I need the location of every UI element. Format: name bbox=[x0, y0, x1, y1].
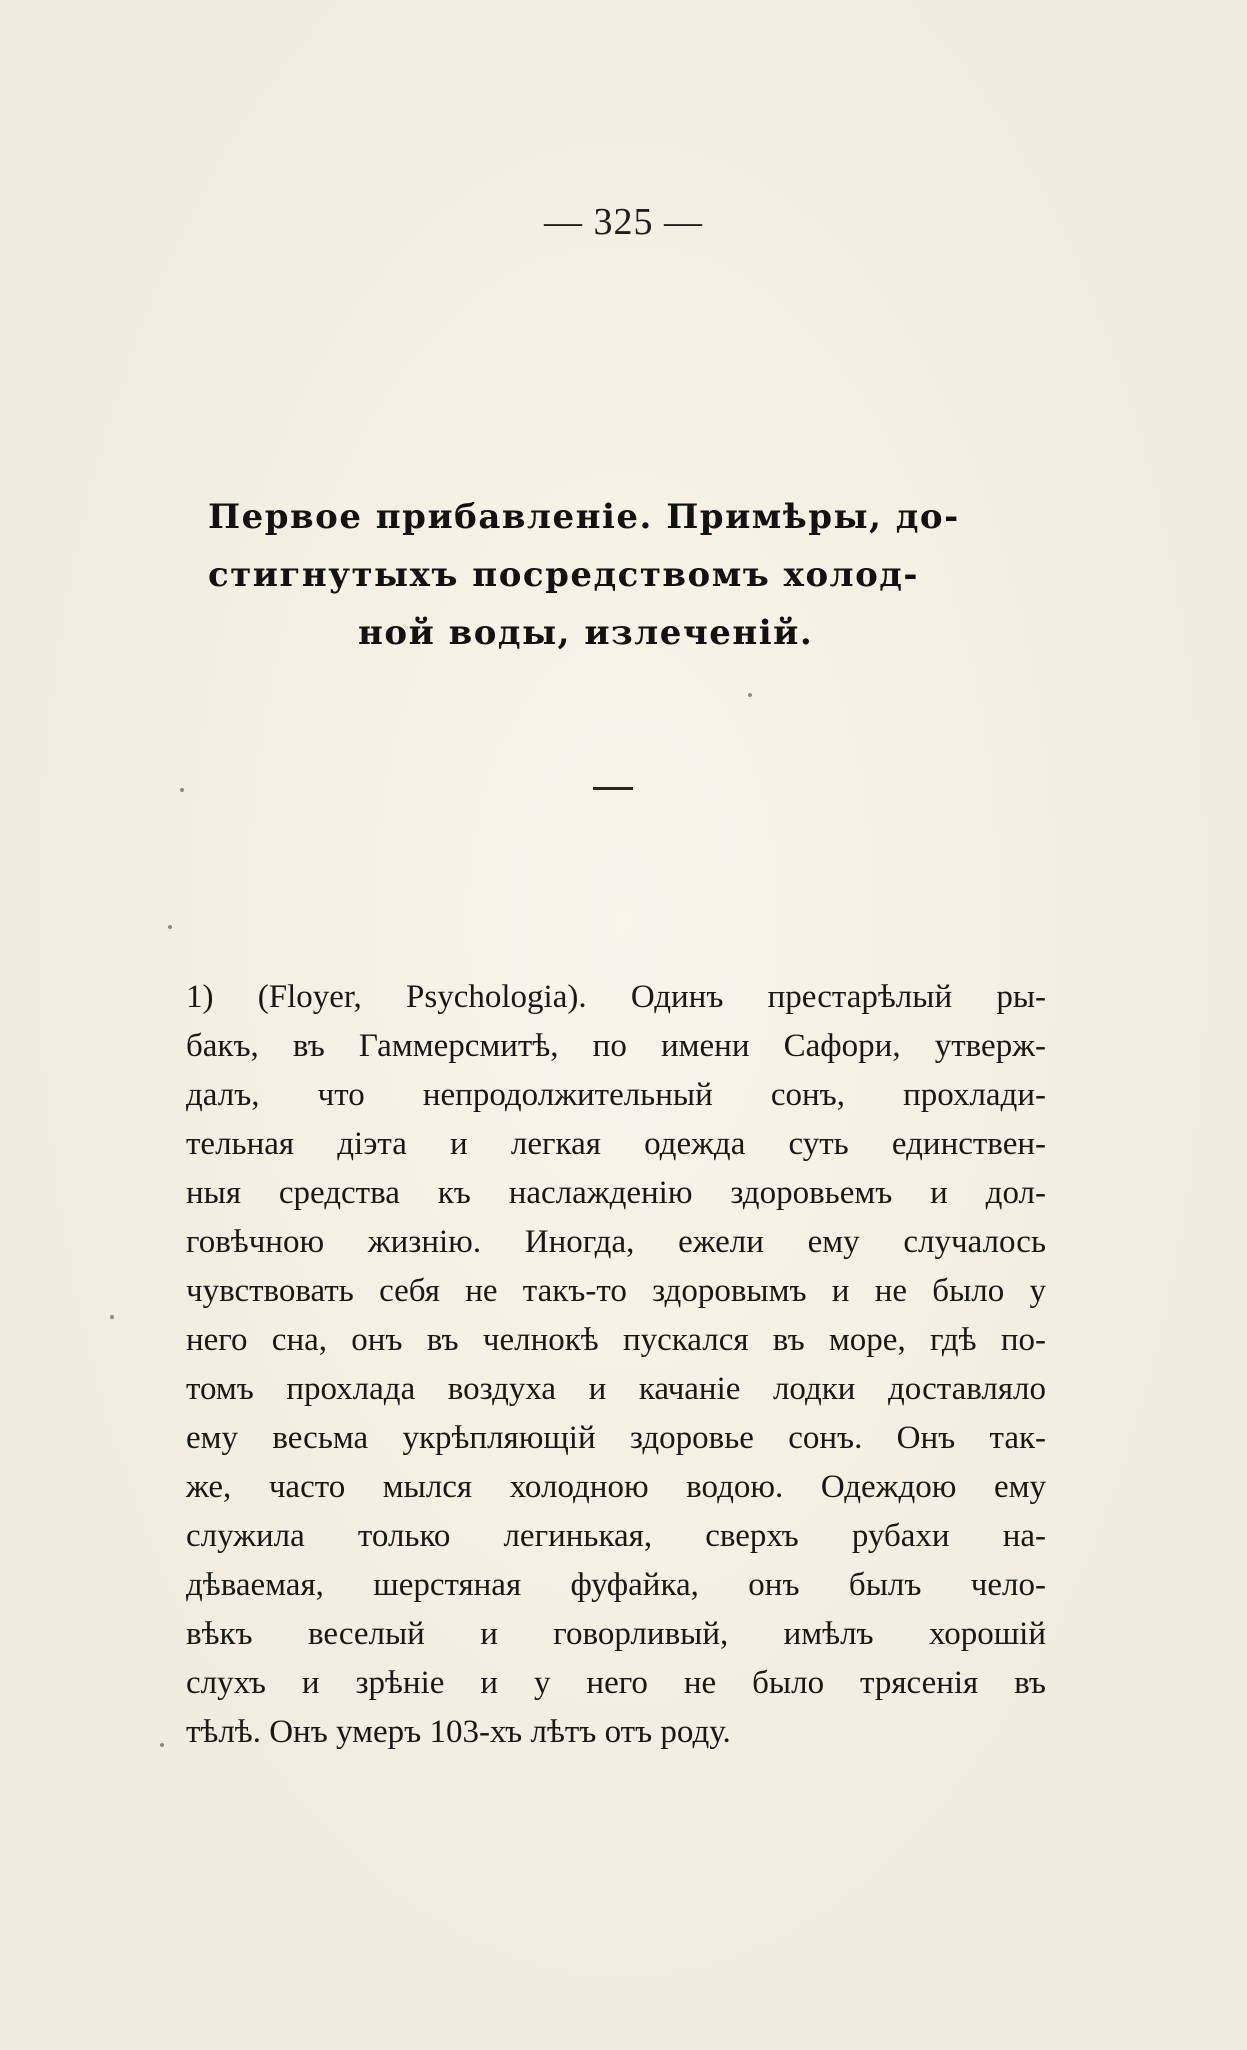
text-line: вѣкъ веселый и говорливый, имѣлъ хорошій bbox=[186, 1616, 1046, 1652]
paper-speck bbox=[160, 1743, 164, 1747]
body-paragraph bbox=[186, 973, 1046, 1757]
heading-line: стигнутыхъ посредствомъ холод- bbox=[208, 555, 920, 595]
page-number: — 325 — bbox=[544, 201, 703, 243]
text-line: ему весьма укрѣпляющій здоровье сонъ. Онъ так- bbox=[186, 1420, 1046, 1456]
separator-rule bbox=[593, 787, 633, 790]
text-line: чувствовать себя не такъ-то здоровымъ и не было у bbox=[186, 1273, 1046, 1309]
heading-line: Первое прибавленіе. Примѣры, до- bbox=[208, 497, 960, 537]
text-line: слухъ и зрѣніе и у него не было трясенія въ bbox=[186, 1665, 1046, 1701]
text-line: же, часто мылся холодною водою. Одеждою ему bbox=[186, 1469, 1046, 1505]
text-line: дѣваемая, шерстяная фуфайка, онъ былъ чело- bbox=[186, 1567, 1046, 1603]
text-line: тельная діэта и легкая одежда суть единствен- bbox=[186, 1126, 1046, 1162]
text-line: ныя средства къ наслажденію здоровьемъ и дол- bbox=[186, 1175, 1046, 1211]
section-heading bbox=[208, 488, 1028, 662]
text-line: служила только легинькая, сверхъ рубахи на- bbox=[186, 1518, 1046, 1554]
paper-speck bbox=[748, 693, 752, 697]
text-line: томъ прохлада воздуха и качаніе лодки доставляло bbox=[186, 1371, 1046, 1407]
text-line: бакъ, въ Гаммерсмитѣ, по имени Сафори, утверж- bbox=[186, 1028, 1046, 1064]
text-line: тѣлѣ. Онъ умеръ 103-хъ лѣтъ отъ роду. bbox=[186, 1714, 731, 1750]
text-line: далъ, что непродолжительный сонъ, прохлади- bbox=[186, 1077, 1046, 1113]
text-line: 1) (Floyer, Psychologia). Одинъ престарѣлый ры- bbox=[186, 979, 1046, 1015]
text-line: говѣчною жизнію. Иногда, ежели ему случалось bbox=[186, 1224, 1046, 1260]
heading-line: ной воды, излеченій. bbox=[358, 613, 814, 653]
paper-speck bbox=[168, 925, 172, 929]
paper-speck bbox=[180, 788, 184, 792]
text-line: него сна, онъ въ челнокѣ пускался въ море, гдѣ по- bbox=[186, 1322, 1046, 1358]
paper-speck bbox=[110, 1315, 114, 1319]
